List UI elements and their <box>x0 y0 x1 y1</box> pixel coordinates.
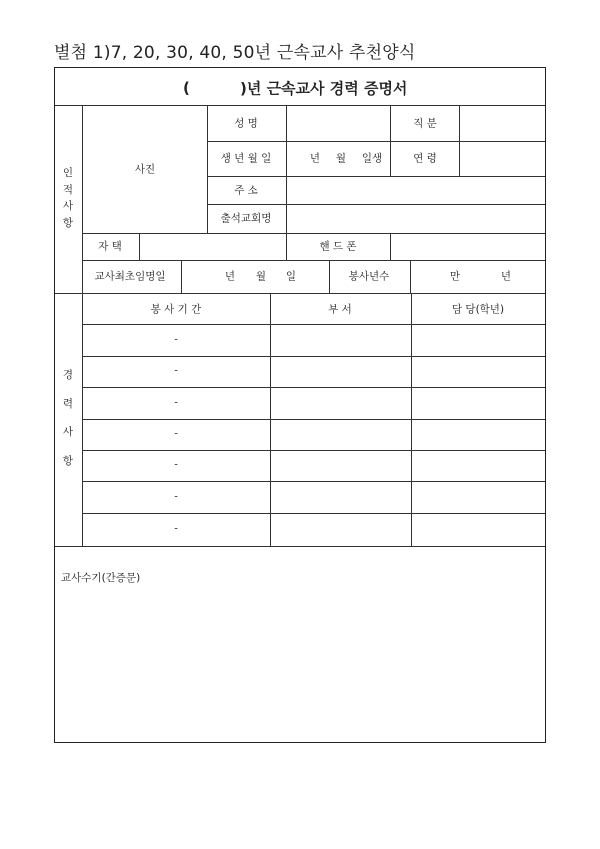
position-label: 직 분 <box>413 117 437 130</box>
home-phone-divider <box>139 233 140 260</box>
church-label: 출석교회명 <box>220 212 272 225</box>
form-caption: 별첨 1)7, 20, 30, 40, 50년 근속교사 추천양식 <box>54 43 416 63</box>
fa-day: 일 <box>285 270 297 283</box>
career-row-5-period: - <box>174 459 178 471</box>
dob-day: 일생 <box>361 152 383 165</box>
photo-box-right-border <box>207 105 208 233</box>
career-section-bottom <box>55 546 545 547</box>
years-served-full: 만 <box>449 270 461 283</box>
career-row-1-period: - <box>174 334 178 346</box>
memoir-label: 교사수기(간증문) <box>61 572 141 584</box>
career-row-divider-4 <box>82 450 545 451</box>
col-role-header: 담 당(학년) <box>451 303 505 316</box>
career-row-divider-2 <box>82 387 545 388</box>
personal-section-bottom <box>55 293 545 294</box>
career-row-6-period: - <box>174 491 178 503</box>
photo-placeholder: 사진 <box>134 163 156 176</box>
title-open-paren: ( <box>183 79 190 97</box>
personal-section-label: 인 적 사 항 <box>62 167 74 229</box>
years-served-year: 년 <box>500 270 512 283</box>
personal-section-divider <box>82 105 83 293</box>
home-phone-label: 자 택 <box>98 240 122 253</box>
age-label: 연 령 <box>413 152 437 165</box>
dob-label: 생 년 월 일 <box>220 152 272 165</box>
career-header-divider <box>82 324 545 325</box>
career-row-3-period: - <box>174 397 178 409</box>
career-row-7-period: - <box>174 523 178 535</box>
dob-year: 년 <box>309 152 321 165</box>
career-row-4-period: - <box>174 428 178 440</box>
mobile-label: 핸 드 폰 <box>319 240 357 253</box>
name-label: 성 명 <box>234 117 258 130</box>
first-appointment-label: 교사최초임명일 <box>94 270 166 283</box>
career-row-divider-6 <box>82 513 545 514</box>
mobile-right-divider <box>390 233 391 260</box>
career-row-divider-1 <box>82 356 545 357</box>
years-served-left-divider <box>329 260 330 293</box>
name-value-divider <box>390 105 391 176</box>
title-divider <box>55 105 545 106</box>
fa-month: 월 <box>255 270 267 283</box>
career-row-divider-5 <box>82 481 545 482</box>
career-section-label: 경 력 사 항 <box>62 369 74 467</box>
dob-month: 월 <box>335 152 347 165</box>
col-period-header: 봉 사 기 간 <box>150 303 202 316</box>
col-dept-header: 부 서 <box>328 303 352 316</box>
address-label: 주 소 <box>234 184 258 197</box>
career-row-divider-3 <box>82 419 545 420</box>
fa-year: 년 <box>224 270 236 283</box>
row-divider-1 <box>207 141 545 142</box>
mobile-left-divider <box>286 233 287 260</box>
career-certificate-form <box>54 67 546 743</box>
certificate-title: )년 근속교사 경력 증명서 <box>240 79 408 98</box>
row-divider-4 <box>82 233 545 234</box>
years-served-label: 봉사년수 <box>348 270 390 283</box>
label-column-divider <box>286 105 287 233</box>
career-row-2-period: - <box>174 365 178 377</box>
years-served-right-divider <box>410 260 411 293</box>
row-divider-2 <box>207 176 545 177</box>
first-appointment-divider <box>181 260 182 293</box>
row-divider-5 <box>82 260 545 261</box>
row-divider-3 <box>207 204 545 205</box>
position-value-divider <box>459 105 460 176</box>
